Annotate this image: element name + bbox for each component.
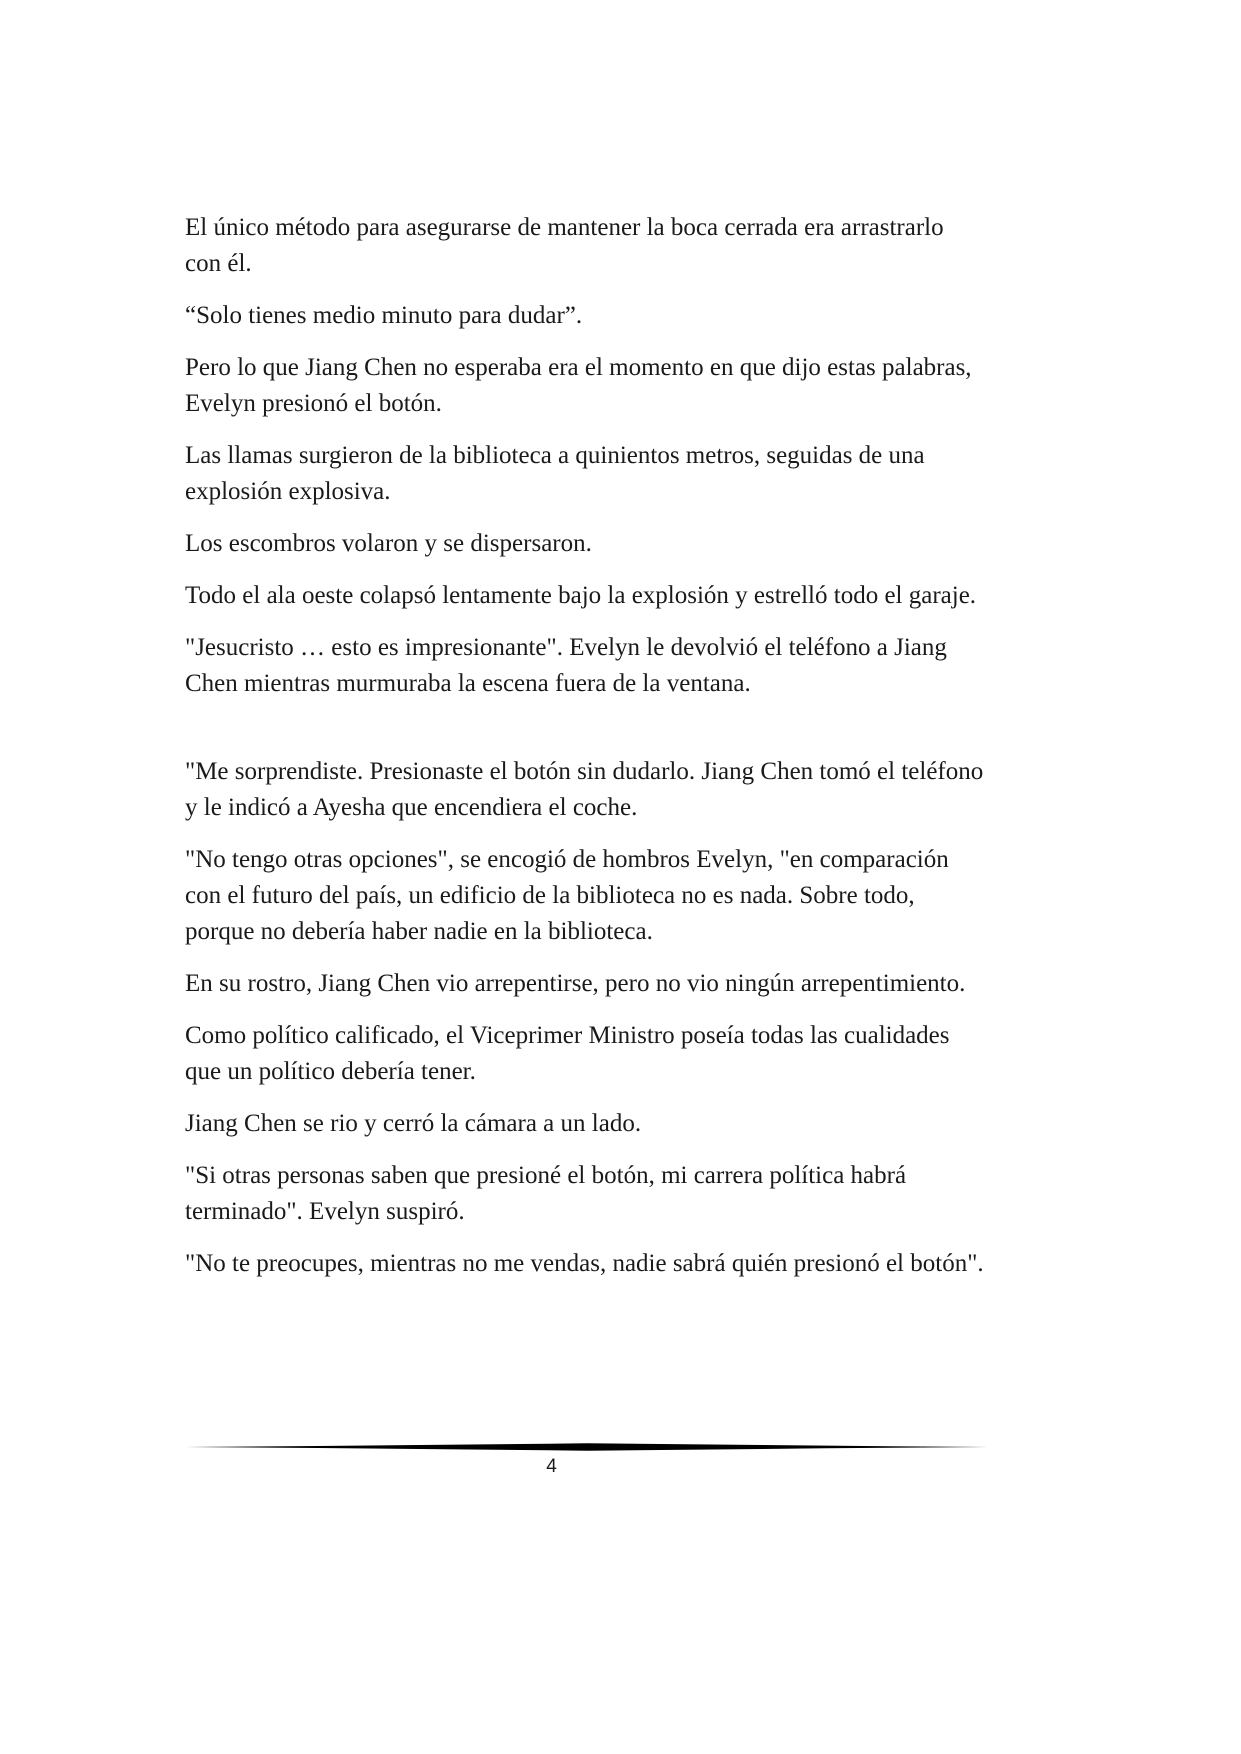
page-number: 4 [546,1456,557,1477]
paragraph: El único método para asegurarse de mantener la boca cerrada era arrastrarlo con él. [185,214,944,277]
paragraph: Pero lo que Jiang Chen no esperaba era el momento en que dijo estas palabras, Evelyn presionó el botón. [185,354,972,417]
paragraph: En su rostro, Jiang Chen vio arrepentirse, pero no vio ningún arrepentimiento. [185,970,966,997]
paragraph: Como político calificado, el Viceprimer Ministro poseía todas las cualidades que un político debería tener. [185,1022,950,1085]
paragraph: “Solo tienes medio minuto para dudar”. [185,302,583,329]
paragraph: Jiang Chen se rio y cerró la cámara a un lado. [185,1110,642,1137]
paragraph: "Jesucristo … esto es impresionante". Evelyn le devolvió el teléfono a Jiang Chen mientras murmuraba la escena fuera de la ventana. [185,634,947,697]
footer-divider [186,1441,988,1453]
paragraph: Las llamas surgieron de la biblioteca a quinientos metros, seguidas de una explosión explosiva. [185,442,925,505]
paragraph: "No tengo otras opciones", se encogió de hombros Evelyn, "en comparación con el futuro del país, un edificio de la biblioteca no es nada. Sobre todo, porque no debería haber nadie en la biblioteca. [185,846,949,945]
paragraph: Todo el ala oeste colapsó lentamente bajo la explosión y estrelló todo el garaje. [185,582,977,609]
body-text [185,210,985,1298]
paragraph: Los escombros volaron y se dispersaron. [185,530,592,557]
paragraph: "No te preocupes, mientras no me vendas, nadie sabrá quién presionó el botón". [185,1250,984,1277]
paragraph: "Me sorprendiste. Presionaste el botón sin dudarlo. Jiang Chen tomó el teléfono y le indicó a Ayesha que encendiera el coche. [185,758,984,821]
paragraph: "Si otras personas saben que presioné el botón, mi carrera política habrá terminado". Evelyn suspiró. [185,1162,907,1225]
